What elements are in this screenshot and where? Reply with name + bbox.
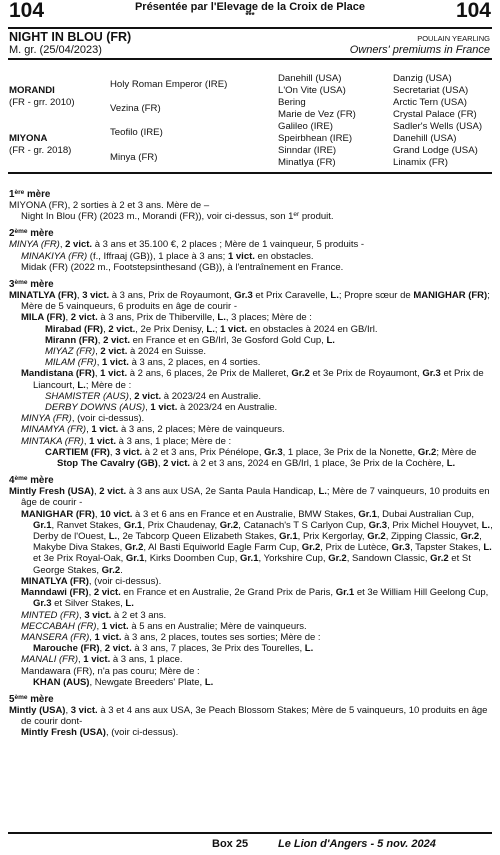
top-rule (8, 27, 492, 29)
produce-entry: MILAM (FR), 1 vict. à 3 ans, 2 places, en 4 sorties. (45, 357, 261, 369)
dam-generation-heading: 4ème mère (9, 475, 54, 487)
produce-entry: MINTAKA (FR), 1 vict. à 3 ans, 1 place; Mère de : (21, 435, 232, 447)
dam-generation-heading: 3ème mère (9, 279, 54, 291)
produce-entry: KHAN (AUS), Newgate Breeders' Plate, L. (33, 676, 214, 688)
produce-entry: Mintly (USA), 3 vict. à 3 et 4 ans aux USA, 3e Peach Blossom Stakes; Mère de 5 vainqueurs, 10 produits en âge de courir dont- (9, 704, 488, 728)
produce-entry: MINYA (FR), (voir ci-dessus). (21, 413, 145, 425)
horse-description: M. gr. (25/04/2023) (9, 44, 102, 56)
produce-entry: Midak (FR) (2022 m., Footstepsinthesand (GB)), à l'entraînement en France. (21, 261, 344, 273)
produce-entry: CARTIEM (FR), 3 vict. à 2 et 3 ans, Prix Pénélope, Gr.3, 1 place, 3e Prix de la Nonette, Gr.2; Mère de Stop The Cavalry (GB), 2 vict. à 2 et 3 ans, 2024 en GB/Irl, 1 place, 3e Prix de la Cochère, L. (45, 446, 477, 470)
pedigree-gen2: Vezina (FR) (110, 103, 161, 114)
produce-entry: SHAMISTER (AUS), 2 vict. à 2023/24 en Australie. (45, 390, 261, 402)
produce-entry: MANALI (FR), 1 vict. à 3 ans, 1 place. (21, 654, 183, 666)
produce-entry: Manndawi (FR), 2 vict. en France et en Australie, 2e Grand Prix de Paris, Gr.1 et 3e William Hill Geelong Cup, Gr.3 et Silver Stakes, L. (21, 587, 489, 610)
pedigree-gen4: Crystal Palace (FR) (393, 109, 477, 120)
dam-generation-heading: 2ème mère (9, 228, 54, 240)
produce-entry: MINATLYA (FR), 3 vict. à 3 ans, Prix de Royaumont, Gr.3 et Prix Caravelle, L.; Propre sœur de MANIGHAR (FR); Mère de 5 vainqueurs, 6 produits en âge de courir - (9, 290, 490, 313)
pedigree-gen3: Galileo (IRE) (278, 121, 333, 132)
dam-generation-heading: 1ère mère (9, 189, 51, 200)
produce-entry: MIYONA (FR), 2 sorties à 2 et 3 ans. Mère de – (9, 200, 210, 211)
pedigree-gen2: Holy Roman Emperor (IRE) (110, 79, 228, 90)
pedigree-gen4: Linamix (FR) (393, 157, 448, 168)
produce-entry: Marouche (FR), 2 vict. à 3 ans, 7 places, 3e Prix des Tourelles, L. (33, 643, 314, 655)
sale-class: POULAIN YEARLING (417, 34, 490, 43)
produce-entry: Mirann (FR), 2 vict. en France et en GB/Irl, 3e Gosford Gold Cup, L. (45, 334, 335, 346)
pedigree-gen2: Minya (FR) (110, 152, 158, 163)
box-number: Box 25 (212, 838, 249, 850)
pedigree-gen4: Danehill (USA) (393, 133, 457, 144)
produce-entry: Night In Blou (FR) (2023 m., Morandi (FR)), voir ci-dessus, son 1er produit. (21, 211, 334, 223)
produce-entry: DERBY DOWNS (AUS), 1 vict. à 2023/24 en Australie. (45, 402, 278, 414)
pedigree-gen4: Arctic Tern (USA) (393, 97, 467, 108)
produce-entry: Mandawara (FR), n'a pas couru; Mère de : (21, 665, 200, 677)
produce-entry: MINYA (FR), 2 vict. à 3 ans et 35.100 €, 2 places ; Mère de 1 vainqueur, 5 produits - (9, 239, 365, 251)
pedigree-gen4: Grand Lodge (USA) (393, 145, 478, 156)
lot-number-right: 104 (455, 0, 491, 22)
pedigree-gen3: Danehill (USA) (278, 73, 342, 84)
footer-rule (8, 832, 492, 834)
pedigree-bottom-rule (8, 172, 492, 174)
pedigree-gen3: Bering (278, 97, 306, 108)
produce-entry: MINAMYA (FR), 1 vict. à 3 ans, 2 places; Mère de vainqueurs. (21, 424, 285, 436)
lot-number-left: 104 (9, 0, 45, 22)
pedigree-gen4: Sadler's Wells (USA) (393, 121, 483, 132)
sire-name: MORANDI (9, 85, 55, 96)
produce-entry: Mirabad (FR), 2 vict., 2e Prix Denisy, L.; 1 vict. en obstacles à 2024 en GB/Irl. (45, 323, 378, 335)
pedigree-gen3: Sinndar (IRE) (278, 145, 337, 156)
pedigree-gen3: Speirbhean (IRE) (278, 133, 353, 144)
produce-entry: MINAKIYA (FR) (f., Iffraaj (GB)), 1 place à 3 ans; 1 vict. en obstacles. (21, 250, 314, 262)
pedigree-gen3: Minatlya (FR) (278, 157, 336, 168)
produce-entry: MINTED (FR), 3 vict. à 2 et 3 ans. (21, 609, 167, 621)
sire-detail: (FR - grr. 2010) (9, 97, 75, 108)
pedigree-top-rule (8, 58, 492, 60)
dam-detail: (FR - gr. 2018) (9, 145, 72, 156)
produce-entry: MINATLYA (FR), (voir ci-dessus). (21, 575, 162, 587)
pedigree-gen4: Secretariat (USA) (393, 85, 469, 96)
produce-entry: Mintly Fresh (USA), (voir ci-dessus). (21, 727, 179, 739)
presenter-stars: *** (245, 11, 255, 20)
produce-entry: Mintly Fresh (USA), 2 vict. à 3 ans aux USA, 2e Santa Paula Handicap, L.; Mère de 7 vainqueurs, 10 produits en âge de courir - (9, 486, 490, 509)
produce-entry: MIYAZ (FR), 2 vict. à 2024 en Suisse. (45, 346, 207, 358)
pedigree-gen3: Marie de Vez (FR) (278, 109, 356, 120)
produce-record (9, 189, 493, 739)
produce-entry: MANSERA (FR), 1 vict. à 3 ans, 2 places, toutes ses sorties; Mère de : (21, 631, 321, 643)
sale-event: Le Lion d'Angers - 5 nov. 2024 (278, 838, 436, 850)
produce-entry: MILA (FR), 2 vict. à 3 ans, Prix de Thiberville, L., 3 places; Mère de : (21, 312, 312, 324)
produce-entry: MECCABAH (FR), 1 vict. à 5 ans en Australie; Mère de vainqueurs. (21, 620, 307, 632)
produce-entry: Mandistana (FR), 1 vict. à 2 ans, 6 places, 2e Prix de Malleret, Gr.2 et 3e Prix de Royaumont, Gr.3 et Prix de Liancourt, L.; Mère de : (21, 368, 484, 391)
pedigree-gen4: Danzig (USA) (393, 73, 452, 84)
dam-name: MIYONA (9, 133, 48, 144)
pedigree-gen2: Teofilo (IRE) (110, 127, 163, 138)
pedigree-gen3: L'On Vite (USA) (278, 85, 346, 96)
owners-premium-note: Owners' premiums in France (349, 44, 490, 56)
horse-name: NIGHT IN BLOU (FR) (9, 30, 132, 44)
presenter-line: Présentée par l'Elevage de la Croix de Place (134, 1, 366, 13)
produce-entry: MANIGHAR (FR), 10 vict. à 3 et 6 ans en France et en Australie, BMW Stakes, Gr.1, Dubai Australian Cup, Gr.1, Ranvet Stakes, Gr.1, Prix Chaudenay, Gr.2, Catanach's T S Carlyon Cup, Gr.3, Prix Michel Houyvet, L., Derby de l'Ouest, L., 2e Tabcorp Queen Elizabeth Stakes, Gr.1, Prix Kergorlay, Gr.2, Zipping Classic, Gr.2, Makybe Diva Stakes, Gr.2, Al Basti Equiworld Eagle Farm Cup, Gr.2, Prix de Lutèce, Gr.3, Tapster Stakes, L. et 3e Prix Royal-Oak, Gr.1, Kirks Doomben Cup, Gr.1, Yorkshire Cup, Gr.2, Sandown Classic, Gr.2 et St George Stakes, Gr.2. (21, 508, 493, 576)
dam-generation-heading: 5ème mère (9, 693, 54, 705)
